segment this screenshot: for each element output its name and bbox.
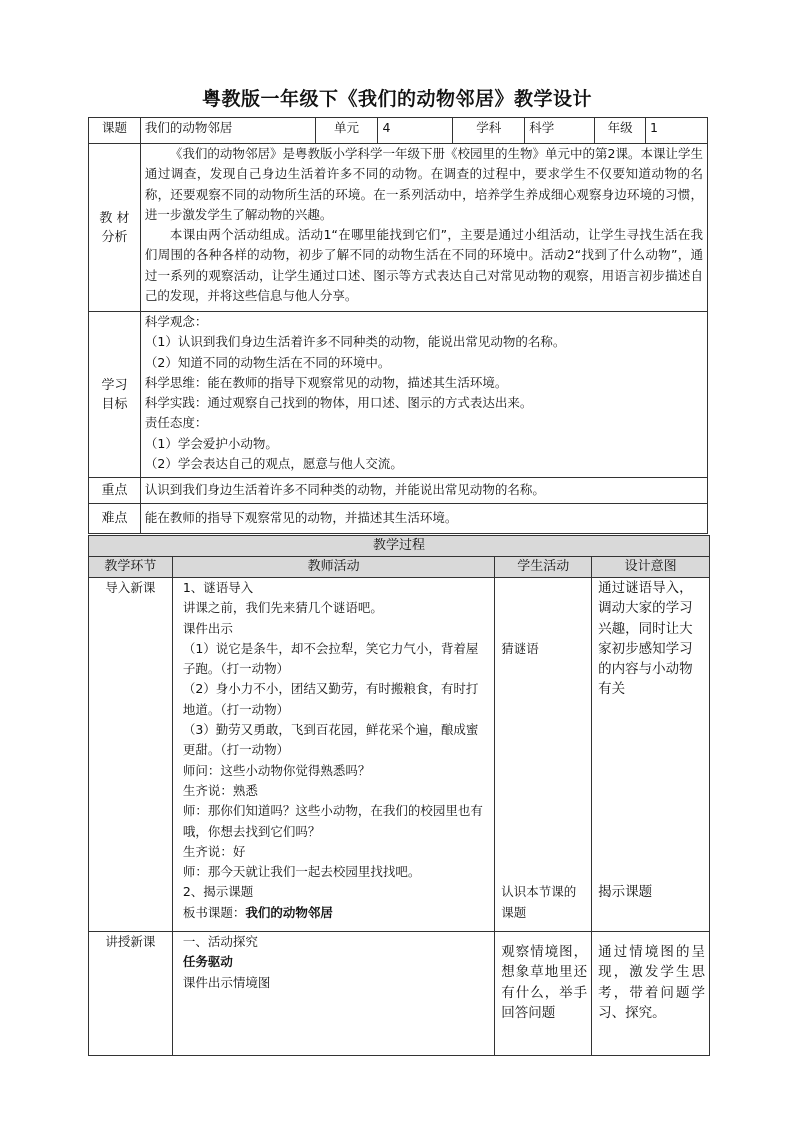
teacher-line: 2、揭示课题 — [182, 884, 254, 900]
goals-content — [140, 312, 707, 478]
table-row — [89, 578, 710, 932]
teacher-line: 1、谜语导入 — [182, 580, 254, 595]
teacher-line: 师：那你们知道吗？这些小动物，在我们的校园里也有哦，你想去找到它们吗？ — [182, 803, 483, 839]
lesson-label: 课题 — [89, 118, 141, 144]
unit-label: 单元 — [315, 118, 378, 144]
student-activity: 认识本节课的课题 — [501, 884, 577, 920]
analysis-paragraph: 《我们的动物邻居》是粤教版小学科学一年级下册《校园里的生物》单元中的第2课。本课让学生通过调查，发现自己身边生活着许多不同的动物。在调查的过程中，要求学生不仅要知道动物的名称，还要观察不同的动物所生活的环境。在一系列活动中，培养学生养成细心观察身边环境的习惯，进一步激发学生了解动物的兴趣。 — [144, 146, 703, 222]
unit-value: 4 — [378, 118, 453, 144]
student-activity-intro — [495, 578, 592, 932]
goal-line: （1）认识到我们身边生活着许多不同种类的动物，能说出常见动物的名称。 — [144, 334, 566, 350]
lesson-value: 我们的动物邻居 — [140, 118, 315, 144]
design-intent-lecture: 通过情境图的呈现，激发学生思考，带着问题学习、探究。 — [592, 932, 710, 1056]
goal-line: （2）学会表达自己的观点，愿意与他人交流。 — [144, 456, 403, 472]
stage-intro: 导入新课 — [89, 578, 173, 932]
lesson-info-table — [88, 117, 708, 534]
design-intent: 揭示课题 — [598, 883, 653, 900]
column-header: 教学环节 — [89, 557, 173, 578]
teacher-activity-lecture — [172, 932, 494, 1056]
goal-line: 科学思维：能在教师的指导下观察常见的动物，描述其生活环境。 — [144, 374, 508, 390]
teacher-line: 师问：这些小动物你觉得熟悉吗？ — [182, 762, 371, 778]
grade-label: 年级 — [595, 118, 646, 144]
page-title: 粤教版一年级下《我们的动物邻居》教学设计 — [201, 88, 592, 110]
teacher-line: 课件出示 — [182, 620, 233, 636]
process-heading: 教学过程 — [89, 536, 710, 557]
goals-label-line-2: 目标 — [101, 396, 128, 412]
goal-line: 科学实践：通过观察自己找到的物体，用口述、图示的方式表达出来。 — [144, 395, 533, 411]
analysis-content — [140, 144, 707, 312]
board-title-label: 板书课题： — [182, 904, 246, 920]
stage-lecture: 讲授新课 — [89, 932, 173, 1056]
key-point-text: 认识到我们身边生活着许多不同种类的动物，并能说出常见动物的名称。 — [140, 478, 707, 504]
student-activity: 猜谜语 — [501, 641, 539, 656]
teacher-line: （1）说它是条牛，却不会拉犁，笑它力气小，背着屋子跑。（打一动物） — [182, 640, 479, 677]
analysis-label — [89, 144, 141, 312]
student-activity-lecture: 观察情境图，想象草地里还有什么，举手回答问题 — [495, 932, 592, 1056]
teacher-line: 讲课之前，我们先来猜几个谜语吧。 — [182, 600, 383, 616]
teacher-line: 师：那今天就让我们一起去校园里找找吧。 — [182, 864, 421, 880]
board-title-value: 我们的动物邻居 — [245, 904, 333, 920]
teacher-line: 生齐说：好 — [182, 843, 246, 859]
column-header: 教师活动 — [172, 557, 494, 578]
teacher-line: （2）身小力不小，团结又勤劳，有时搬粮食，有时打地道。（打一动物） — [182, 681, 479, 717]
analysis-label-line-1: 教 材 — [99, 210, 130, 226]
column-header: 设计意图 — [592, 557, 710, 578]
subject-value: 科学 — [525, 118, 595, 144]
teacher-line: 一、活动探究 — [182, 934, 258, 949]
teaching-process-table — [88, 535, 710, 1056]
teacher-line: 课件出示情境图 — [182, 974, 271, 990]
goals-label — [89, 312, 141, 478]
design-intent-intro — [592, 578, 710, 932]
column-header: 学生活动 — [495, 557, 592, 578]
goal-line: 责任态度： — [144, 415, 208, 431]
goal-line: （2）知道不同的动物生活在不同的环境中。 — [144, 354, 391, 370]
teacher-line: 生齐说：熟悉 — [182, 782, 258, 798]
teacher-activity-intro — [172, 578, 494, 932]
teacher-line: （3）勤劳又勇敢，飞到百花园，鲜花采个遍，酿成蜜更甜。（打一动物） — [182, 722, 479, 758]
goal-line: （1）学会爱护小动物。 — [144, 435, 278, 451]
goals-label-line-1: 学习 — [101, 377, 128, 393]
difficulty-label: 难点 — [89, 504, 141, 534]
analysis-label-line-2: 分析 — [101, 229, 128, 245]
difficulty-text: 能在教师的指导下观察常见的动物，并描述其生活环境。 — [140, 504, 707, 534]
analysis-paragraph: 本课由两个活动组成。活动1“在哪里能找到它们”，主要是通过小组活动，让学生寻找生活在我们周围的各种各样的动物，初步了解不同的动物生活在不同的环境中。活动2“找到了什么动物”，通过一系列的观察活动，让学生通过口述、图示等方式表达自己对常见动物的观察，用语言初步描述自己的发现，并将这些信息与他人分享。 — [144, 227, 703, 304]
key-point-label: 重点 — [89, 478, 141, 504]
subject-label: 学科 — [453, 118, 525, 144]
table-row — [89, 932, 710, 1056]
design-intent: 通过谜语导入，调动大家的学习兴趣，同时让大家初步感知学习的内容与小动物有关 — [598, 580, 693, 698]
goal-line: 科学观念： — [144, 314, 208, 329]
board-title-line — [183, 903, 490, 923]
grade-value: 1 — [646, 118, 708, 144]
task-label: 任务驱动 — [182, 954, 233, 970]
